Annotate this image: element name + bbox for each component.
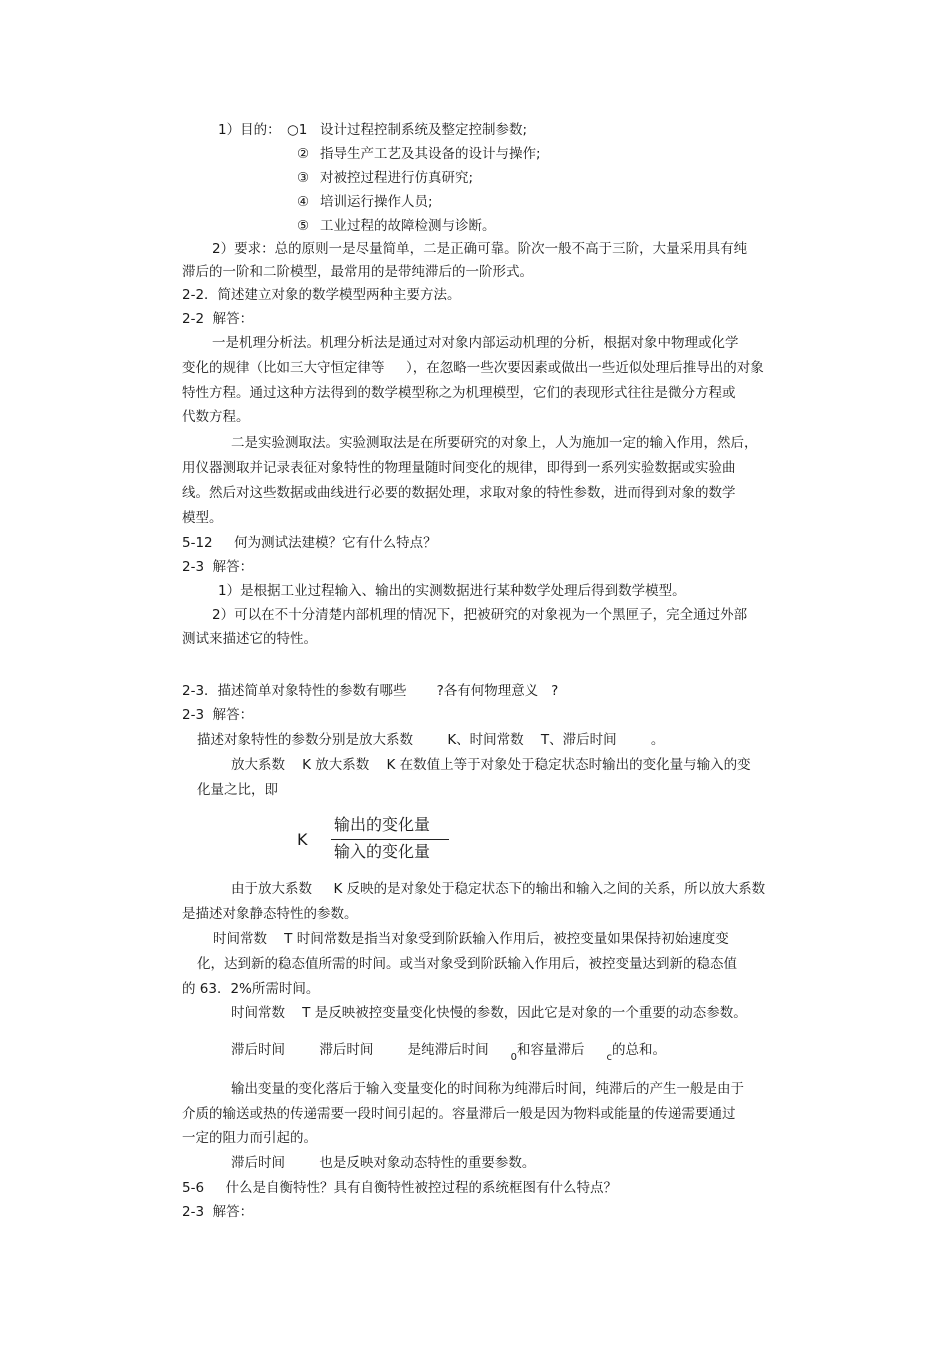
purpose-item-4: 培训运行操作人员; (320, 194, 433, 210)
question-5-12-title: 5-12 何为测试法建模？它有什么特点？ (182, 535, 437, 551)
time-constant-line-1: 时间常数 T 时间常数是指当对象受到阶跃输入作用后，被控变量如果保持初始速度变 (213, 931, 729, 947)
time-constant-dynamic: 时间常数 T 是反映被控变量变化快慢的参数，因此它是对象的一个重要的动态参数。 (231, 1005, 747, 1021)
requirement-line-2: 滞后的一阶和二阶模型，最常用的是带纯滞后的一阶形式。 (182, 264, 533, 280)
purpose-item-3: 对被控过程进行仿真研究; (320, 170, 474, 186)
answer-2-2-p1-line-4: 代数方程。 (182, 409, 250, 425)
purpose-item-1: 设计过程控制系统及整定控制参数; (320, 122, 528, 138)
question-2-3-title: 2-3．描述简单对象特性的参数有哪些 ?各有何物理意义 ? (182, 683, 559, 699)
answer-2-2-p2-line-3: 线。然后对这些数据或曲线进行必要的数据处理，求取对象的特性参数，进而得到对象的数学 (182, 485, 736, 501)
question-2-2-title: 2-2．简述建立对象的数学模型两种主要方法。 (182, 287, 461, 303)
answer-2-2-p2-line-4: 模型。 (182, 510, 223, 526)
delay-explain-line-1: 输出变量的变化落后于输入变量变化的时间称为纯滞后时间，纯滞后的产生一般是由于 (231, 1081, 744, 1097)
answer-2-2-p2-line-2: 用仪器测取并记录表征对象特性的物理量随时间变化的规律，即得到一系列实验数据或实验曲 (182, 460, 736, 476)
answer-5-12-item-2-line-1: 2）可以在不十分清楚内部机理的情况下，把被研究的对象视为一个黑匣子，完全通过外部 (212, 607, 748, 623)
answer-2-2-p1-line-2: 变化的规律（比如三大守恒定律等 ），在忽略一些次要因素或做出一些近似处理后推导出的对象 (182, 360, 764, 376)
question-5-6-title: 5-6 什么是自衡特性？具有自衡特性被控过程的系统框图有什么特点？ (182, 1180, 618, 1196)
gain-static-line-1: 由于放大系数 K 反映的是对象处于稳定状态下的输出和输入之间的关系，所以放大系数 (231, 881, 766, 897)
delay-time-mid: 和容量滞后 (517, 1042, 585, 1058)
purpose-label: 1）目的： (218, 122, 281, 138)
purpose-marker-1: ○1 (287, 122, 308, 138)
requirement-line-1: 2）要求：总的原则一是尽量简单，二是正确可靠。阶次一般不高于三阶，大量采用具有纯 (212, 241, 748, 257)
parameters-intro: 描述对象特性的参数分别是放大系数 K、时间常数 T、滞后时间 。 (197, 732, 665, 748)
purpose-marker-3: ③ (297, 170, 310, 186)
answer-5-12-item-1: 1）是根据工业过程输入、输出的实测数据进行某种数学处理后得到数学模型。 (218, 583, 686, 599)
purpose-marker-2: ② (297, 146, 310, 162)
purpose-item-2: 指导生产工艺及其设备的设计与操作; (320, 146, 541, 162)
subscript-0: 0 (510, 1052, 518, 1063)
answer-2-2-p1-line-1: 一是机理分析法。机理分析法是通过对对象内部运动机理的分析，根据对象中物理或化学 (212, 335, 739, 351)
delay-time-suffix: 的总和。 (612, 1042, 667, 1058)
answer-2-2-p1-line-3: 特性方程。通过这种方法得到的数学模型称之为机理模型，它们的表现形式往往是微分方程或 (182, 385, 736, 401)
answer-5-12-label: 2-3 解答： (182, 559, 254, 575)
delay-time-definition (231, 1041, 666, 1061)
time-constant-line-3: 的 63．2%所需时间。 (182, 981, 320, 997)
answer-2-2-p2-line-1: 二是实验测取法。实验测取法是在所要研究的对象上，人为施加一定的输入作用，然后， (231, 435, 758, 451)
formula-denominator: 输入的变化量 (334, 842, 431, 861)
gain-static-line-2: 是描述对象静态特性的参数。 (182, 906, 358, 922)
gain-definition-line-2: 化量之比，即 (197, 782, 278, 798)
purpose-marker-5: ⑤ (297, 218, 310, 234)
delay-time-prefix: 滞后时间 滞后时间 是纯滞后时间 (231, 1042, 489, 1058)
answer-5-6-label: 2-3 解答： (182, 1204, 254, 1220)
delay-explain-line-2: 介质的输送或热的传递需要一段时间引起的。容量滞后一般是因为物料或能量的传递需要通过 (182, 1106, 736, 1122)
answer-2-3-label: 2-3 解答： (182, 707, 254, 723)
time-constant-line-2: 化，达到新的稳态值所需的时间。或当对象受到阶跃输入作用后，被控变量达到新的稳态值 (197, 956, 737, 972)
formula-lhs: K (297, 830, 308, 849)
purpose-marker-4: ④ (297, 194, 310, 210)
answer-2-2-label: 2-2 解答： (182, 311, 254, 327)
delay-explain-line-3: 一定的阻力而引起的。 (182, 1130, 317, 1146)
subscript-c: c (606, 1052, 613, 1063)
purpose-item-5: 工业过程的故障检测与诊断。 (320, 218, 496, 234)
gain-definition-line-1: 放大系数 K 放大系数 K 在数值上等于对象处于稳定状态时输出的变化量与输入的变 (231, 757, 751, 773)
fraction-bar (331, 839, 449, 840)
formula-numerator: 输出的变化量 (334, 815, 431, 834)
answer-5-12-item-2-line-2: 测试来描述它的特性。 (182, 631, 317, 647)
delay-dynamic: 滞后时间 也是反映对象动态特性的重要参数。 (231, 1155, 536, 1171)
